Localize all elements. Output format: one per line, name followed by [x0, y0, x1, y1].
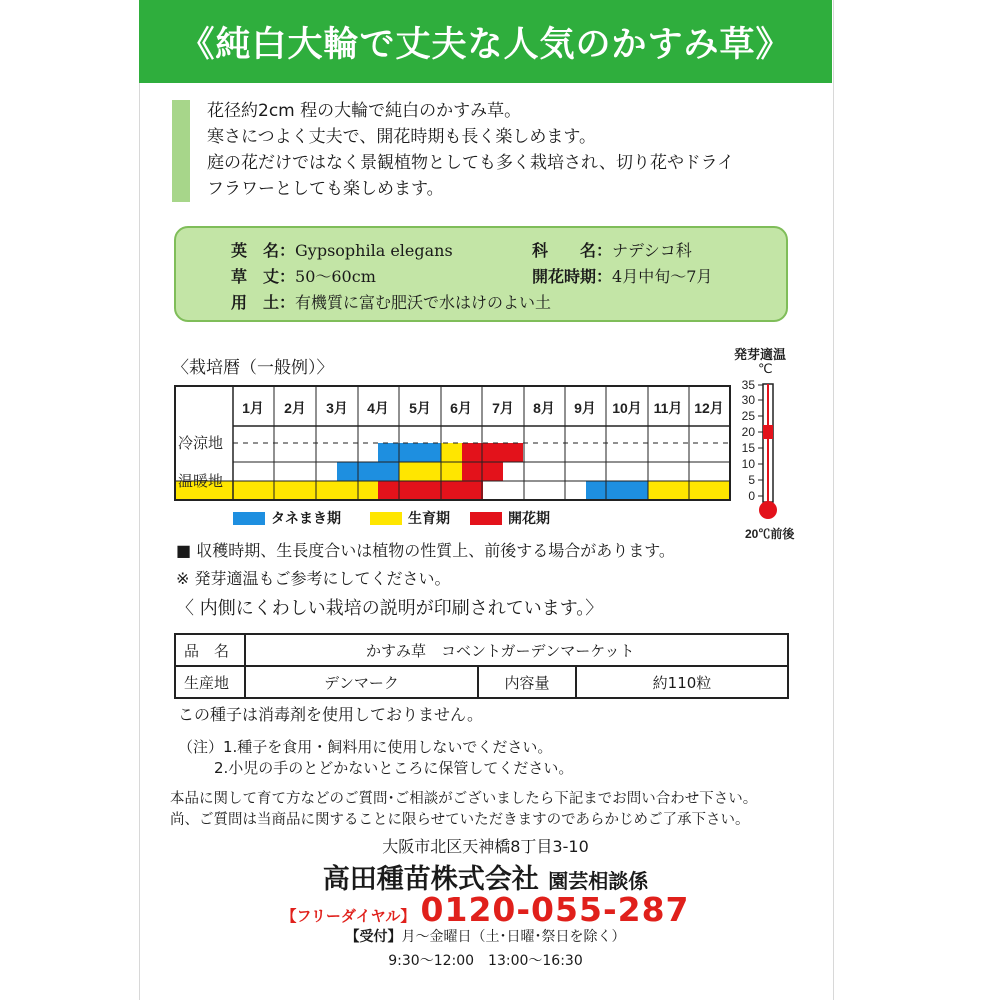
thermo-tick: 0 — [748, 489, 755, 503]
month-label: 11月 — [653, 400, 683, 416]
thermo-tick: 25 — [741, 409, 755, 423]
cool-growth-bar — [441, 443, 462, 462]
warm-bloom-bar-winter — [378, 481, 483, 500]
legend-sowing — [233, 508, 341, 528]
month-label: 4月 — [367, 400, 389, 416]
warm-sowing-bar-autumn — [586, 481, 648, 500]
legend-growth — [370, 508, 450, 528]
contact-note-2: 尚、ご質問は当商品に関することに限らせていただきますのであらかじめご了承下さい。 — [170, 812, 750, 828]
thermo-tick: 20 — [741, 425, 755, 439]
month-labels — [242, 400, 724, 416]
english-name: Gypsophila elegans — [295, 241, 453, 260]
reception-days-text: 月〜金曜日（土･日曜･祭日を除く） — [401, 929, 626, 945]
region-labels — [178, 434, 223, 490]
product-table — [174, 633, 789, 699]
region-label-warm: 温暖地 — [178, 473, 224, 490]
name-label: 品 名 — [175, 634, 245, 666]
legend-label: 開花期 — [508, 511, 550, 527]
product-name: かすみ草 コベントガーデンマーケット — [245, 634, 788, 666]
origin: デンマーク — [245, 666, 478, 698]
thermometer-caption: 20℃前後 — [745, 527, 795, 541]
calendar-title: 〈栽培暦（一般例）〉 — [172, 358, 334, 378]
thermo-tick: 5 — [748, 473, 755, 487]
legend-label: 生育期 — [408, 511, 450, 527]
thermometer-unit: ℃ — [758, 362, 773, 377]
contact-note-1: 本品に関して育て方などのご質問･ご相談がございましたら下記までお問い合わせ下さい。 — [170, 791, 758, 807]
phone-block — [139, 890, 832, 929]
family: ナデシコ科 — [612, 241, 692, 260]
height: 50〜60cm — [295, 267, 376, 286]
soil-label: 用 土： — [231, 293, 296, 312]
intro-line: 庭の花だけではなく景観植物としても多く栽培され、切り花やドライ — [207, 153, 735, 173]
intro-line: フラワーとしても楽しめます。 — [207, 179, 444, 199]
legend-bloom — [470, 508, 550, 528]
region-label-cool: 冷涼地 — [178, 435, 224, 452]
table-row — [175, 634, 788, 666]
intro-line: 花径約2cm 程の大輪で純白のかすみ草。 — [207, 101, 522, 121]
caution-line-2: 2.小児の手のとどかないところに保管してください。 — [214, 759, 574, 777]
legend-swatch — [370, 512, 402, 525]
germination-note: ※ 発芽適温もご参考にしてください。 — [176, 569, 451, 588]
warm-growth-bar-spring — [399, 462, 462, 481]
legend-swatch — [470, 512, 502, 525]
month-label: 8月 — [533, 400, 555, 416]
cool-bloom-bar — [462, 443, 523, 462]
english-name-label: 英 名： — [231, 241, 296, 260]
qty-label: 内容量 — [478, 666, 576, 698]
caution-line-1: （注）1.種子を食用・飼料用に使用しないでください。 — [178, 738, 553, 756]
month-label: 9月 — [574, 400, 596, 416]
month-label: 3月 — [326, 400, 348, 416]
month-label: 1月 — [242, 400, 264, 416]
family-label: 科 名： — [532, 241, 613, 260]
freedial-label: 【フリーダイヤル】 — [281, 907, 416, 925]
legend-swatch — [233, 512, 265, 525]
reception-days — [139, 926, 832, 946]
title: 《純白大輪で丈夫な人気のかすみ草》 — [179, 24, 792, 65]
height-label: 草 丈： — [231, 267, 296, 286]
month-label: 6月 — [450, 400, 472, 416]
thermo-tick: 15 — [741, 441, 755, 455]
phone-number: 0120-055-287 — [420, 890, 690, 929]
month-label: 2月 — [284, 400, 306, 416]
thermo-tick: 30 — [741, 393, 755, 407]
soil: 有機質に富む肥沃で水はけのよい土 — [295, 293, 552, 312]
inside-note: 〈 内側にくわしい栽培の説明が印刷されています。〉 — [176, 598, 604, 619]
thermometer-graphic — [742, 378, 796, 541]
origin-label: 生産地 — [175, 666, 245, 698]
reception-label: 【受付】 — [345, 929, 402, 945]
calendar-bars — [175, 443, 730, 500]
company-dept: 園芸相談係 — [548, 869, 649, 893]
harvest-note: ■ 収穫時期、生長度合いは植物の性質上、前後する場合があります。 — [176, 541, 675, 560]
reception-hours: 9:30〜12:00 13:00〜16:30 — [388, 953, 583, 969]
bloom-label: 開花時期： — [532, 267, 613, 286]
company-name: 高田種苗株式会社 — [322, 864, 539, 895]
thermometer-title: 発芽適温 — [734, 348, 787, 363]
month-label: 12月 — [694, 400, 724, 416]
intro-line: 寒さにつよく丈夫で、開花時期も長く楽しめます。 — [207, 127, 596, 147]
table-row — [175, 666, 788, 698]
disinfect-note: この種子は消毒剤を使用しておりません。 — [178, 705, 483, 724]
bloom: 4月中旬〜7月 — [612, 267, 713, 286]
month-label: 10月 — [612, 400, 642, 416]
qty: 約110粒 — [576, 666, 788, 698]
thermo-tick: 35 — [741, 378, 755, 392]
warm-growth-bar-winter — [233, 481, 378, 500]
warm-sowing-bar-spring — [337, 462, 399, 481]
thermo-tick: 10 — [741, 457, 755, 471]
legend-label: タネまき期 — [271, 511, 341, 527]
month-label: 5月 — [409, 400, 431, 416]
month-label: 7月 — [492, 400, 514, 416]
company-address: 大阪市北区天神橋8丁目3-10 — [382, 837, 589, 856]
